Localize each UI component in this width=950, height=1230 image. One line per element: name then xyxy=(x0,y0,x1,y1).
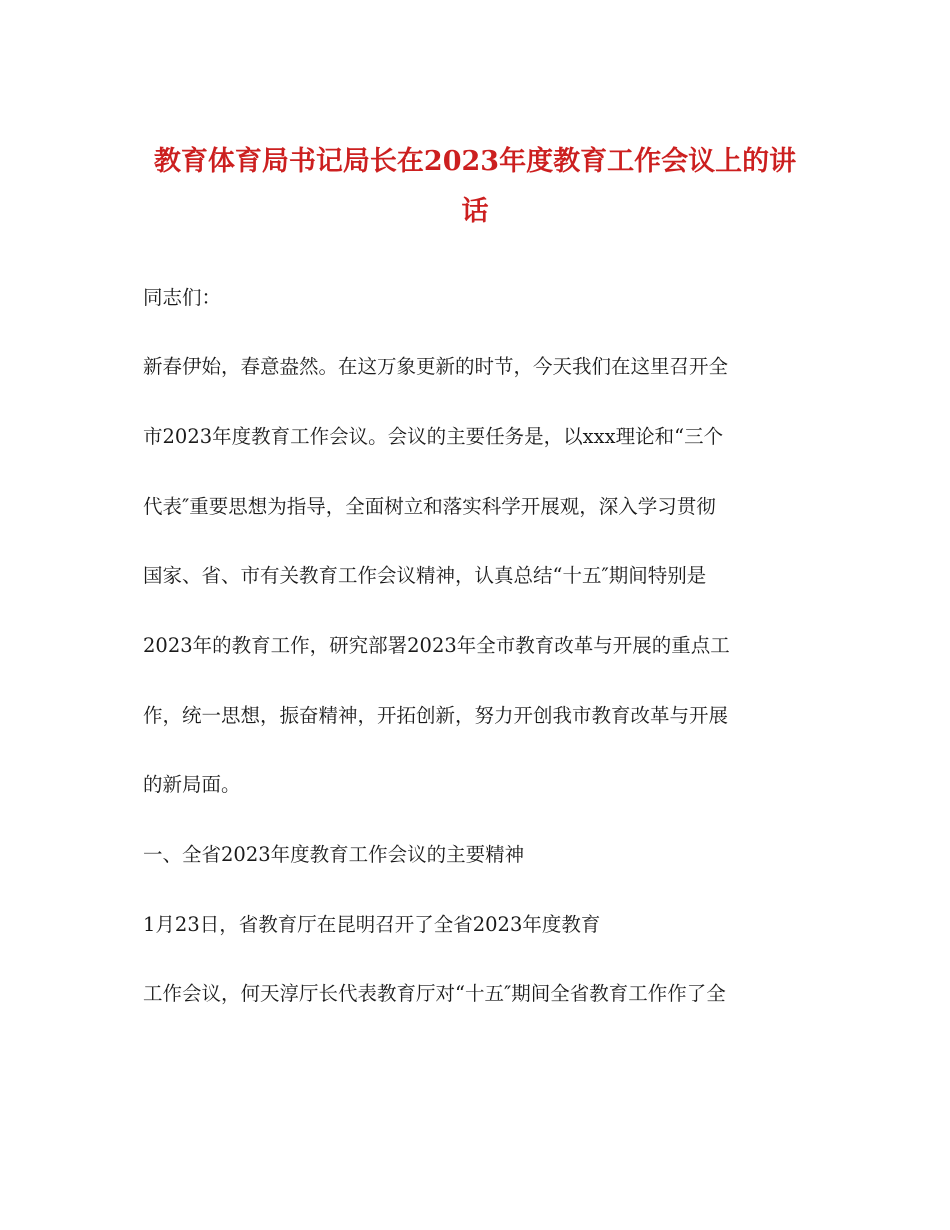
body-line: 的新局面。 xyxy=(143,773,241,796)
body-line: 市2023年度教育工作会议。会议的主要任务是，以xxx理论和“三个 xyxy=(143,425,724,448)
body-line: 代表″重要思想为指导，全面树立和落实科学开展观，深入学习贯彻 xyxy=(143,495,716,518)
body-line: 新春伊始，春意盎然。在这万象更新的时节，今天我们在这里召开全 xyxy=(143,355,729,378)
body-line: 作，统一思想，振奋精神，开拓创新，努力开创我市教育改革与开展 xyxy=(143,704,729,727)
document-title-line-2: 话 xyxy=(461,196,489,227)
body-line: 国家、省、市有关教育工作会议精神，认真总结“十五″期间特别是 xyxy=(143,564,707,587)
salutation: 同志们： xyxy=(143,286,222,309)
body-line: 工作会议，何天淳厅长代表教育厅对“十五″期间全省教育工作作了全 xyxy=(143,982,726,1005)
document-title-line-1: 教育体育局书记局长在2023年度教育工作会议上的讲 xyxy=(153,146,797,177)
body-line: 1月23日，省教育厅在昆明召开了全省2023年度教育 xyxy=(143,913,601,936)
section-heading: 一、全省2023年度教育工作会议的主要精神 xyxy=(143,843,525,866)
body-line: 2023年的教育工作，研究部署2023年全市教育改革与开展的重点工 xyxy=(143,634,730,657)
